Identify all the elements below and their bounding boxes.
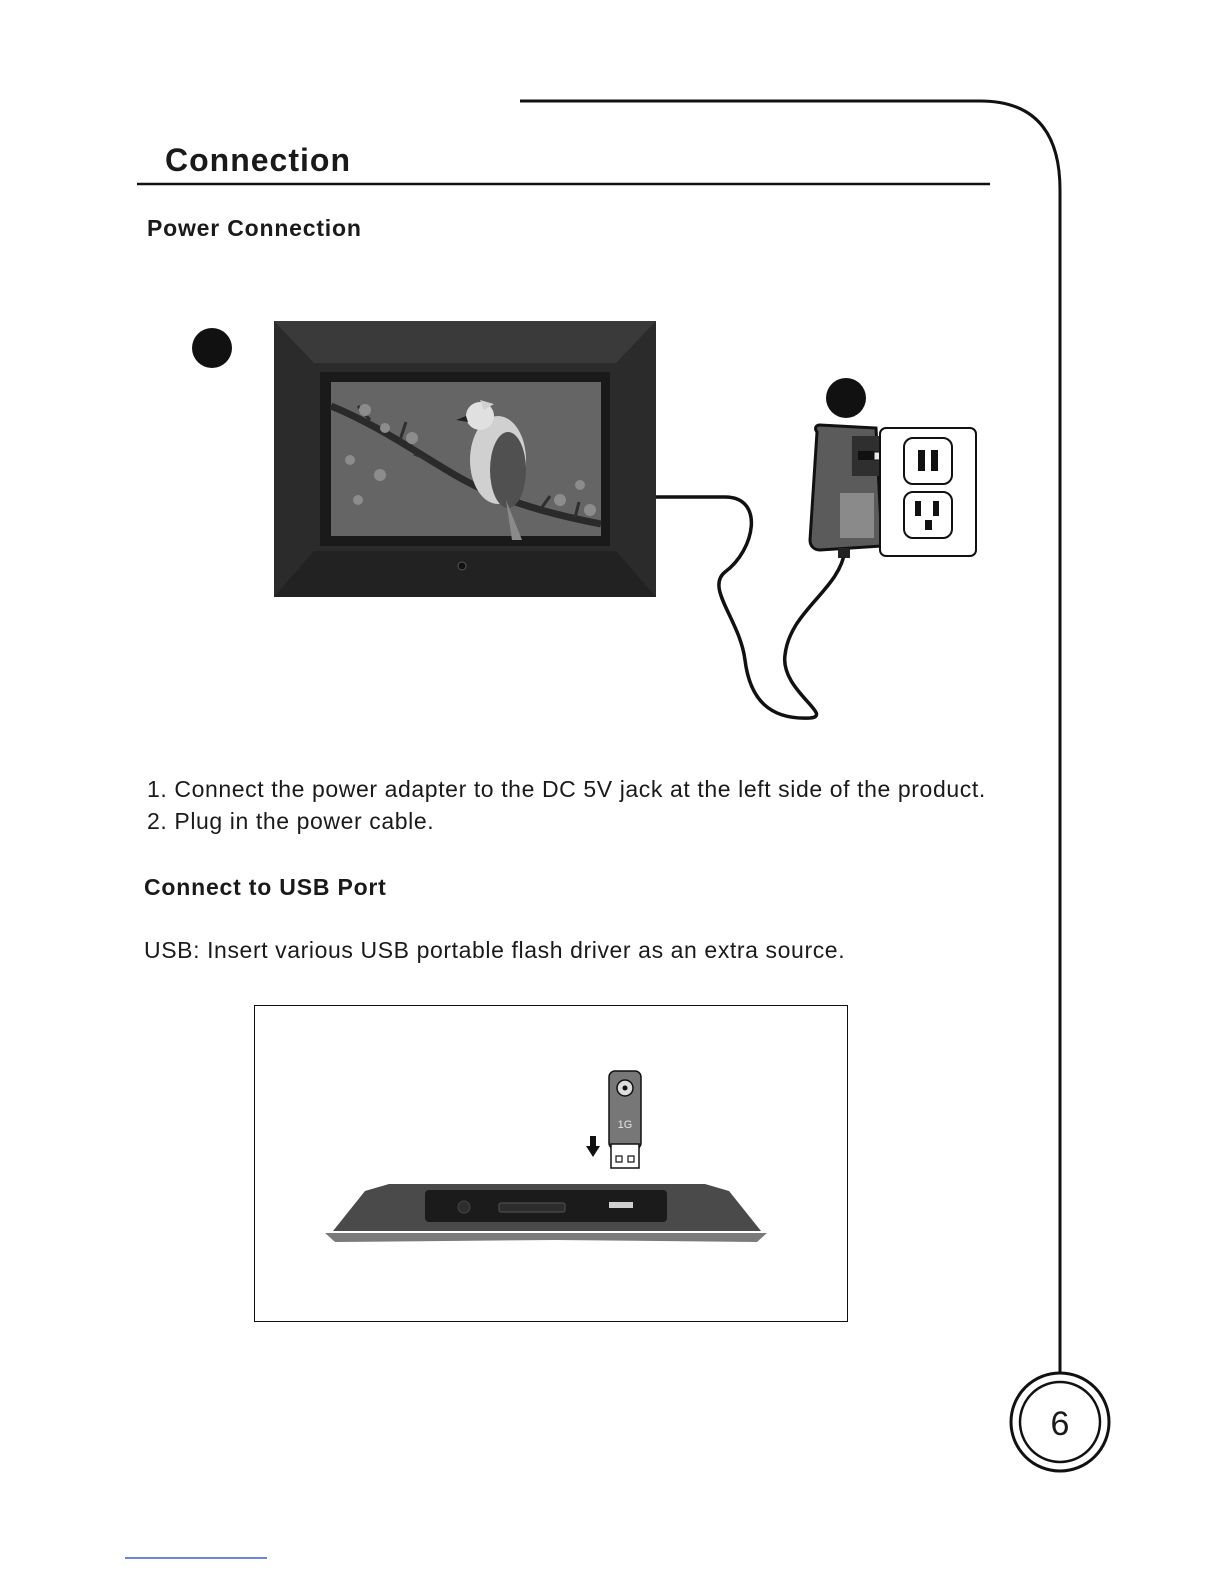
- step-marker-2: [826, 378, 866, 418]
- wall-outlet: [880, 428, 976, 556]
- photo-frame-front-view: [274, 321, 656, 597]
- usb-flash-drive: [609, 1071, 641, 1168]
- usb-connection-heading: Connect to USB Port: [144, 874, 387, 900]
- power-step-1: 1. Connect the power adapter to the DC 5V jack at the left side of the product.: [147, 776, 986, 802]
- power-step-2: 2. Plug in the power cable.: [147, 808, 435, 834]
- page-number: 6: [1050, 1405, 1070, 1443]
- page-title: Connection: [165, 142, 351, 178]
- photo-frame-side-view: [325, 1184, 767, 1242]
- usb-illustration-box: [254, 1005, 848, 1322]
- flash-drive-capacity-label: 1G: [617, 1119, 633, 1131]
- usb-description: USB: Insert various USB portable flash driver as an extra source.: [144, 937, 846, 963]
- usb-illustration: [255, 1006, 847, 1321]
- power-connection-heading: Power Connection: [147, 215, 362, 241]
- power-connection-illustration: [180, 310, 1000, 730]
- step-marker-1: [192, 328, 232, 368]
- insert-arrow-icon: [586, 1136, 600, 1157]
